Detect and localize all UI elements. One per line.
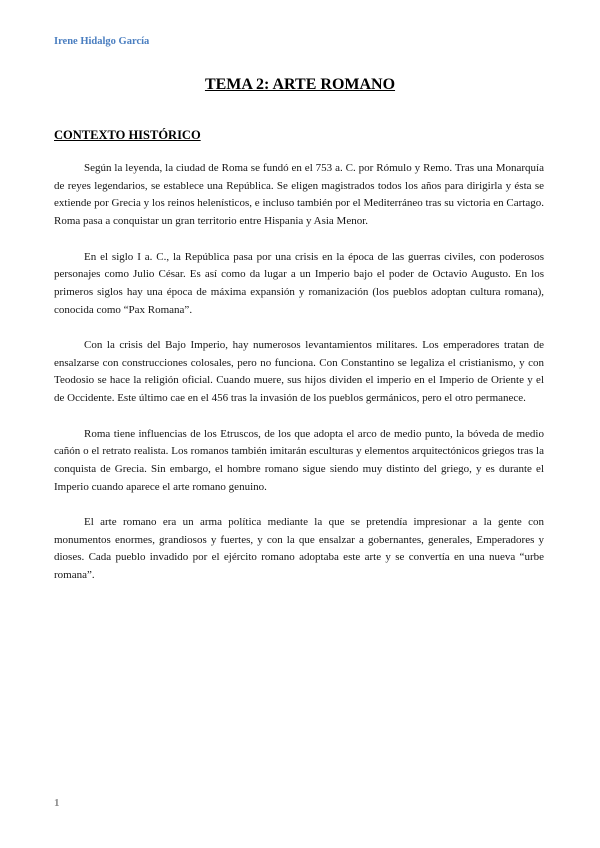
- document-title: TEMA 2: ARTE ROMANO: [204, 76, 396, 93]
- paragraph: Según la leyenda, la ciudad de Roma se fundó en el 753 a. C. por Rómulo y Remo. Tras una Monarquía de reyes legendarios, se establece una República. Se eligen magistrados todos los años para dirigirla y ésta se extiende por Grecia y los reinos helenísticos, e incluso también por el Mediterráneo tras su victoria en Cartago. Roma pasa a conquistar un gran territorio entre Hispania y Asia Menor.: [54, 162, 544, 228]
- paragraph: En el siglo I a. C., la República pasa por una crisis en la época de las guerras civiles, con poderosos personajes como Julio César. Es así como da lugar a un Imperio bajo el poder de Octavio Augusto. En los primeros siglos hay una época de máxima expansión y romanización (los pueblos adoptan cultura romana), conocida como “Pax Romana”.: [54, 250, 544, 316]
- header-author: Irene Hidalgo García: [54, 36, 150, 47]
- paragraph: Con la crisis del Bajo Imperio, hay numerosos levantamientos militares. Los emperadores tratan de ensalzarse con construcciones colosales, pero no funciona. Con Constantino se legaliza el cristianismo, y con Teodosio se hace la religión oficial. Cuando muere, sus hijos dividen el imperio en el Imperio de Oriente y el de Occidente. Este último cae en el 456 tras la invasión de los pueblos germánicos, pero el otro permanece.: [54, 339, 544, 405]
- paragraph: El arte romano era un arma política mediante la que se pretendía impresionar a la gente con monumentos enormes, grandiosos y fuertes, y con la que ensalzar a gobernantes, generales, Emperadores y dioses. Cada pueblo invadido por el ejército romano adoptaba este arte y se convertía en una nueva “urbe romana”.: [54, 516, 544, 582]
- page-number: 1: [54, 797, 60, 809]
- section-heading: CONTEXTO HISTÓRICO: [54, 128, 201, 142]
- body-text: [54, 160, 544, 603]
- paragraph: Roma tiene influencias de los Etruscos, de los que adopta el arco de medio punto, la bóveda de medio cañón o el retrato realista. Los romanos también imitarán esculturas y elementos arquitectónicos griegos tras la conquista de Grecia. Sin embargo, el hombre romano sigue siendo muy distinto del griego, y es durante el Imperio cuando aparece el arte romano genuino.: [54, 427, 544, 493]
